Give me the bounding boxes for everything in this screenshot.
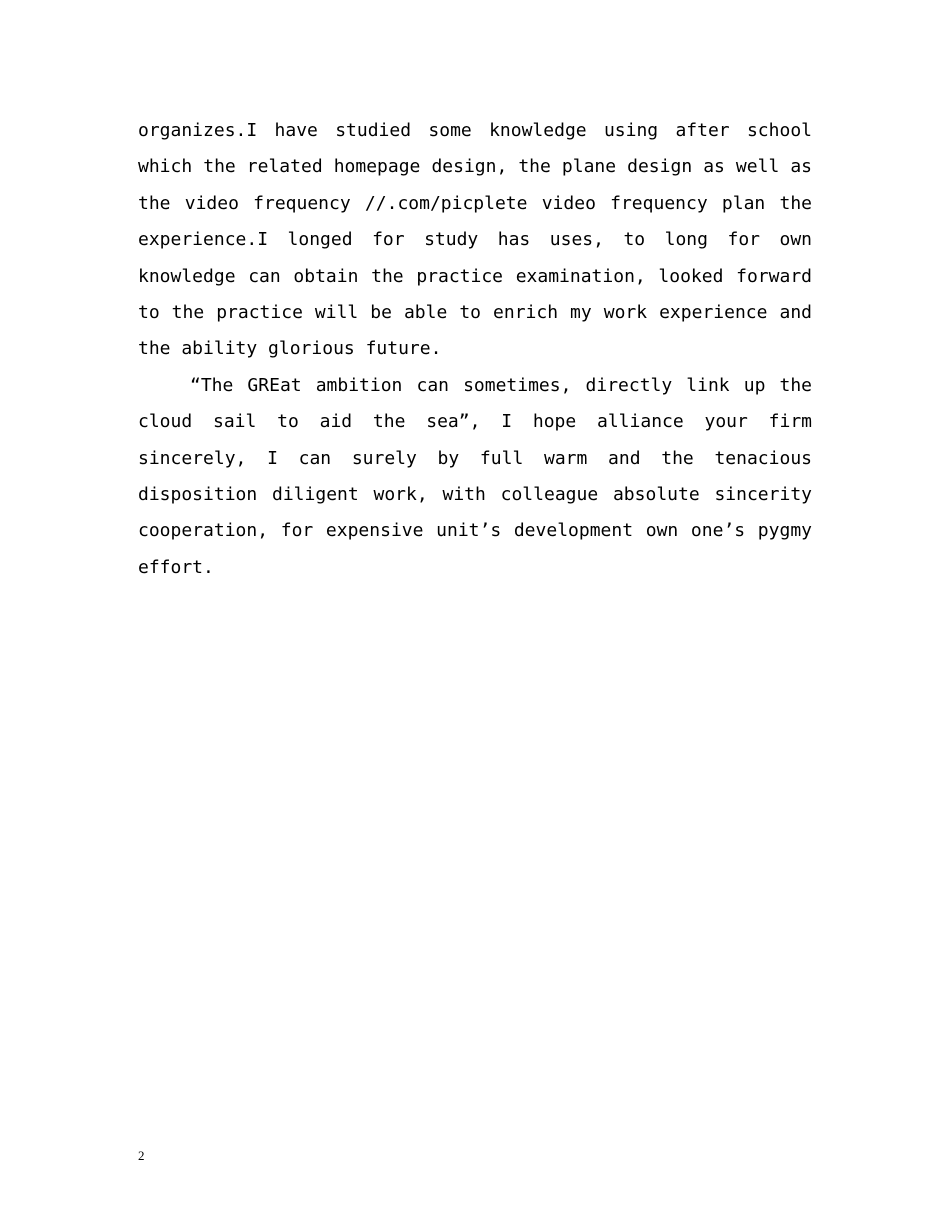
paragraph-1: organizes.I have studied some knowledge using after school which the related homepage design, the plane design as well as the video frequency //.com/picplete video frequency plan the experience.I longed for study has uses, to long for own knowledge can obtain the practice examination, looked forward to the practice will be able to enrich my work experience and the ability glorious future. [138, 120, 812, 360]
page-number: 2 [138, 1148, 145, 1163]
paragraph-2: “The GREat ambition can sometimes, directly link up the cloud sail to aid the sea”, I hope alliance your firm sincerely, I can surely by full warm and the tenacious disposition diligent work, with colleague absolute sincerity cooperation, for expensive unit’s development own one’s pygmy effort. [138, 374, 812, 578]
body-text [138, 113, 812, 586]
